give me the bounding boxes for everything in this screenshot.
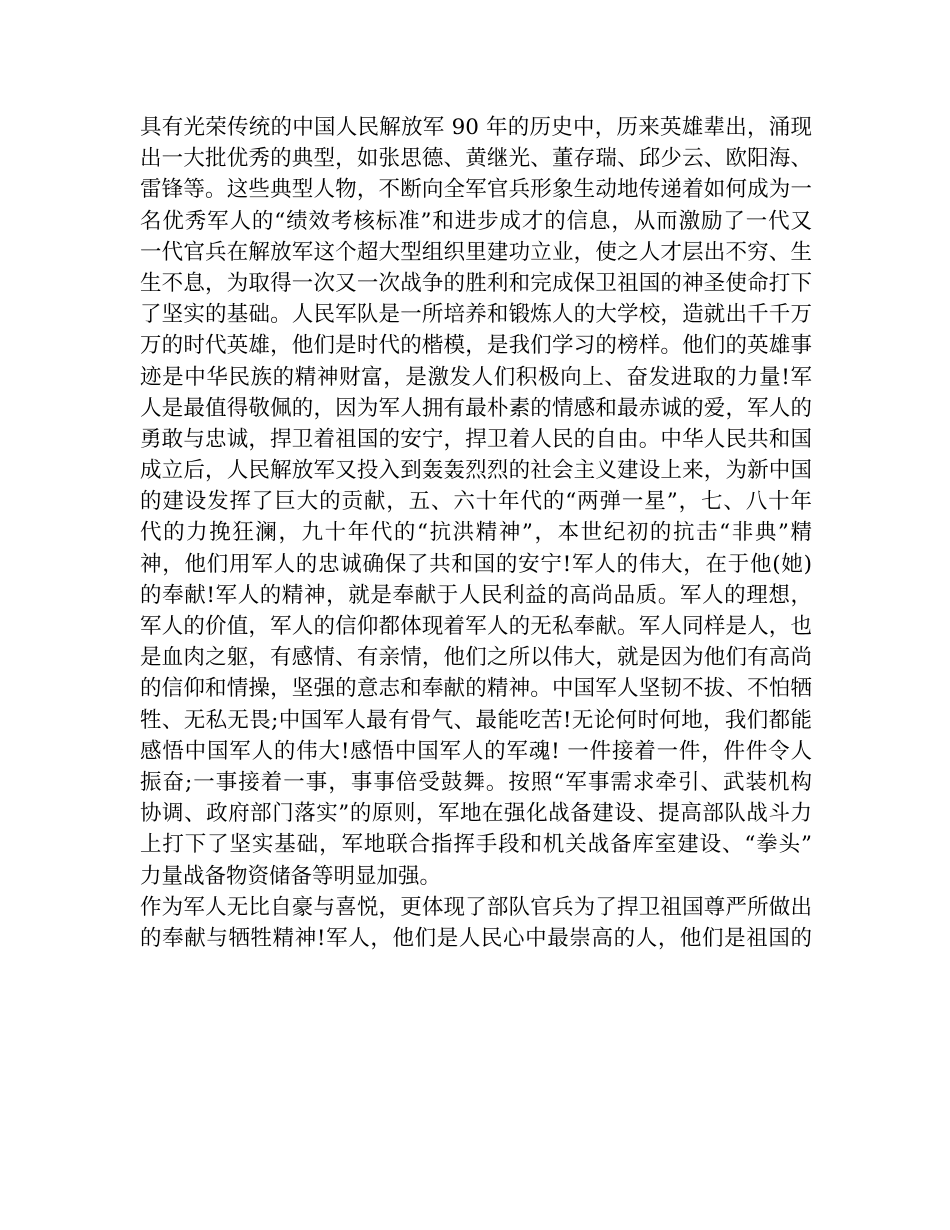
text-line: 的奉献!军人的精神，就是奉献于人民利益的高尚品质。军人的理想， bbox=[140, 582, 812, 608]
paragraph-2 bbox=[140, 892, 812, 954]
text-line: 军人的价值，军人的信仰都体现着军人的无私奉献。军人同样是人，也 bbox=[140, 614, 812, 639]
text-line: 了坚实的基础。人民军队是一所培养和锻炼人的大学校，造就出千千万 bbox=[140, 302, 812, 328]
text-line: 成立后，人民解放军又投入到轰轰烈烈的社会主义建设上来，为新中国 bbox=[140, 458, 812, 484]
text-line: 感悟中国军人的伟大!感悟中国军人的军魂! 一件接着一件，件件令人 bbox=[140, 738, 812, 764]
text-line: 代的力挽狂澜，九十年代的“抗洪精神”，本世纪初的抗击“非典”精 bbox=[140, 520, 812, 546]
text-line: 的建设发挥了巨大的贡献，五、六十年代的“两弹一星”，七、八十年 bbox=[140, 489, 812, 515]
text-line: 作为军人无比自豪与喜悦，更体现了部队官兵为了捍卫祖国尊严所做出 bbox=[140, 894, 812, 920]
text-line: 神，他们用军人的忠诚确保了共和国的安宁!军人的伟大，在于他(她) bbox=[140, 551, 812, 577]
text-line: 名优秀军人的“绩效考核标准”和进步成才的信息，从而激励了一代又 bbox=[140, 208, 812, 234]
text-line: 迹是中华民族的精神财富，是激发人们积极向上、奋发进取的力量!军 bbox=[140, 364, 812, 390]
text-line: 力量战备物资储备等明显加强。 bbox=[140, 863, 442, 889]
text-line: 振奋;一事接着一事，事事倍受鼓舞。按照“军事需求牵引、武装机构 bbox=[140, 769, 812, 795]
text-line: 勇敢与忠诚，捍卫着祖国的安宁，捍卫着人民的自由。中华人民共和国 bbox=[140, 426, 812, 452]
text-line: 是血肉之躯，有感情、有亲情，他们之所以伟大，就是因为他们有高尚 bbox=[140, 645, 812, 671]
text-line: 的奉献与牺牲精神!军人，他们是人民心中最崇高的人，他们是祖国的 bbox=[140, 925, 812, 951]
text-line: 雷锋等。这些典型人物，不断向全军官兵形象生动地传递着如何成为一 bbox=[140, 177, 812, 203]
text-line: 一代官兵在解放军这个超大型组织里建功立业，使之人才层出不穷、生 bbox=[140, 239, 812, 265]
text-line: 牲、无私无畏;中国军人最有骨气、最能吃苦!无论何时何地，我们都能 bbox=[140, 707, 812, 733]
text-line: 协调、政府部门落实”的原则，军地在强化战备建设、提高部队战斗力 bbox=[140, 801, 812, 827]
text-line: 人是最值得敬佩的，因为军人拥有最朴素的情感和最赤诚的爱，军人的 bbox=[140, 395, 812, 421]
text-line: 万的时代英雄，他们是时代的楷模，是我们学习的榜样。他们的英雄事 bbox=[140, 333, 812, 359]
text-line: 生不息，为取得一次又一次战争的胜利和完成保卫祖国的神圣使命打下 bbox=[140, 270, 812, 296]
text-line: 出一大批优秀的典型，如张思德、黄继光、董存瑞、邱少云、欧阳海、 bbox=[140, 146, 812, 172]
text-line: 具有光荣传统的中国人民解放军 90 年的历史中，历来英雄辈出，涌现 bbox=[140, 115, 812, 140]
text-line: 上打下了坚实基础，军地联合指挥手段和机关战备库室建设、“拳头” bbox=[140, 832, 812, 858]
paragraph-1 bbox=[140, 112, 812, 892]
text-line: 的信仰和情操，坚强的意志和奉献的精神。中国军人坚韧不拔、不怕牺 bbox=[140, 676, 812, 702]
document-body bbox=[140, 112, 812, 954]
